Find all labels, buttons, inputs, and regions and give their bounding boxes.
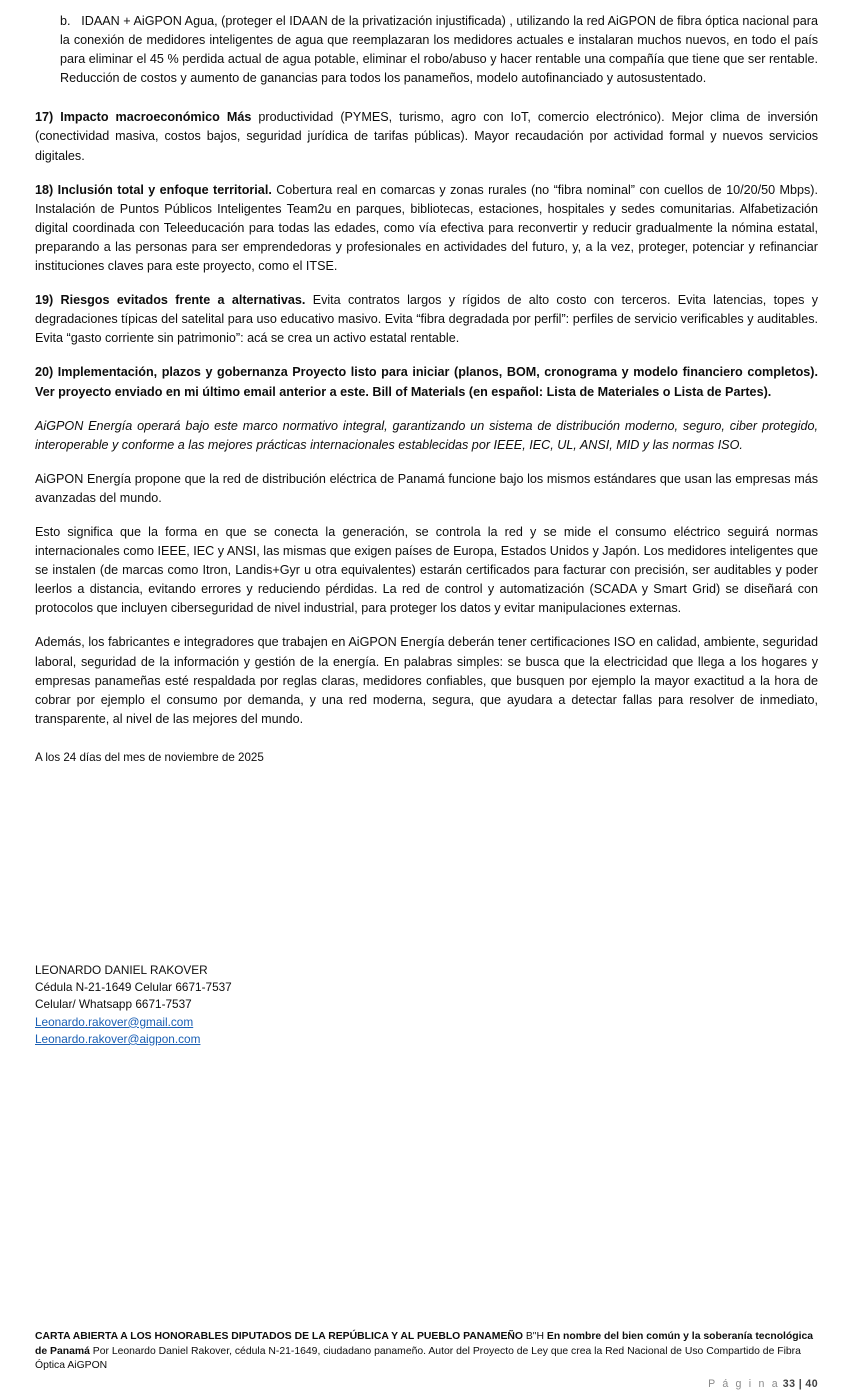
spacer bbox=[35, 166, 818, 181]
paragraph-item-19 bbox=[35, 291, 818, 348]
email-link-gmail[interactable]: Leonardo.rakover@gmail.com bbox=[35, 1014, 194, 1029]
item-17-text: productividad (PYMES, turismo, agro con IoT, comercio electrónico). Mejor clima de inversión (conectividad masiva, costos bajos, seguridad jurídica de tarifas públicas). Mayor recaudación por actividad formal y nuevos servicios digitales. bbox=[35, 110, 818, 163]
signature-name: LEONARDO DANIEL RAKOVER bbox=[35, 963, 208, 977]
signature-id-line: Cédula N-21-1649 Celular 6671-7537 bbox=[35, 980, 232, 995]
footer-bold-slogan: En nombre del bien común y la soberanía tecnológica de Panamá bbox=[35, 1331, 814, 1357]
spacer bbox=[35, 276, 818, 291]
document-body bbox=[35, 12, 818, 766]
signature-block bbox=[35, 962, 535, 1048]
paragraph-item-20: 20) Implementación, plazos y gobernanza Proyecto listo para iniciar (planos, BOM, cronograma y modelo financiero completos). Ver proyecto enviado en mi último email anterior a este. Bill of Materials (en español: Lista de Materiales o Lista de Partes). bbox=[35, 365, 818, 399]
item-17-heading: 17) Impacto macroeconómico Más bbox=[35, 110, 252, 125]
paragraph-item-17 bbox=[35, 108, 818, 165]
spacer bbox=[35, 402, 818, 417]
paragraph-item-18 bbox=[35, 181, 818, 276]
spacer bbox=[35, 618, 818, 633]
paragraph-propone: AiGPON Energía propone que la red de distribución eléctrica de Panamá funcione bajo los mismos estándares que usan las empresas más avanzadas del mundo. bbox=[35, 471, 818, 505]
sub-item-b-text: IDAAN + AiGPON Agua, (proteger el IDAAN de la privatización injustificada) , utilizando la red AiGPON de fibra óptica nacional para la conexión de medidores inteligentes de agua que reemplazaran los medidores actuales e instalaran muchos nuevos, en todo el país para eliminar el 45 % perdida actual de agua potable, eliminar el robo/abuso y hacer rentable una compañía que tiene que ser rentable. Reducción de costos y aumento de ganancias para todos los panameños, modelo autofinanciado y autosustentado. bbox=[60, 14, 819, 86]
footer-text bbox=[35, 1330, 818, 1374]
footer-author-text: Por Leonardo Daniel Rakover, cédula N-21-1649, ciudadano panameño. Autor del Proyecto de Ley que crea la Red Nacional de Uso Compartido de Fibra Óptica AiGPON bbox=[35, 1345, 801, 1371]
spacer bbox=[35, 729, 818, 749]
email-link-aigpon[interactable]: Leonardo.rakover@aigpon.com bbox=[35, 1031, 201, 1046]
footer-bold-title: CARTA ABIERTA A LOS HONORABLES DIPUTADOS DE LA REPÚBLICA Y AL PUEBLO PANAMEÑO bbox=[35, 1331, 523, 1342]
item-19-text: Evita contratos largos y rígidos de alto costo con terceros. Evita latencias, topes y degradaciones típicas del satelital para uso educativo masivo. Evita “fibra degradada por perfil”: perfiles de servicio verificables y auditables. Evita “gasto corriente sin patrimonio”: acá se crea un activo estatal rentable. bbox=[35, 293, 819, 346]
signature-phone-line: Celular/ Whatsapp 6671-7537 bbox=[35, 997, 192, 1012]
item-18-text: Cobertura real en comarcas y zonas rurales (no “fibra nominal” con cuellos de 10/20/50 Mbps). Instalación de Puntos Públicos Inteligentes Team2u en parques, bibliotecas, estaciones, hospitales y sedes comunitarias. Alfabetización digital coordinada con Teleeducación para todas las edades, como vía efectiva para reconvertir y reducir gradualmente la nómina estatal, preparando a las personas para ser emprendedoras y profesionales en actividades del futuro, y, a la vez, proteger, potenciar y refinanciar instituciones claves para este proyecto, como el ITSE. bbox=[35, 182, 818, 274]
paragraph-sub-item-b bbox=[60, 12, 818, 88]
spacer bbox=[35, 455, 818, 470]
paragraph-marco-normativo: AiGPON Energía operará bajo este marco normativo integral, garantizando un sistema de distribución moderno, seguro, ciber protegido, interoperable y conforme a las mejores prácticas internacionales establecidas por IEEE, IEC, UL, ANSI, MID y las normas ISO. bbox=[35, 418, 818, 452]
footer-bh-mark: B"H bbox=[522, 1331, 547, 1342]
spacer bbox=[35, 88, 818, 108]
page-number bbox=[35, 1378, 818, 1390]
spacer bbox=[35, 348, 818, 363]
list-marker-b: b. bbox=[60, 14, 71, 28]
item-18-heading: 18) Inclusión total y enfoque territorial. bbox=[35, 182, 272, 197]
page-number-value: 33 | 40 bbox=[782, 1377, 818, 1390]
date-line: A los 24 días del mes de noviembre de 2025 bbox=[35, 750, 264, 764]
paragraph-esto-significa: Esto significa que la forma en que se conecta la generación, se controla la red y se mide el consumo eléctrico seguirá normas internacionales como IEEE, IEC y ANSI, las mismas que exigen países de Europa, Estados Unidos y Japón. Los medidores inteligentes que se instalen (de marcas como Itron, Landis+Gyr u otra equivalentes) estarán certificados para facturar con precisión, ser auditables y poder leerlos a distancia, evitando errores y reduciendo pérdidas. La red de control y automatización (SCADA y Smart Grid) se diseñará con protocolos que incluyen ciberseguridad de nivel industrial, para proteger los datos y evitar manipulaciones externas. bbox=[35, 524, 818, 616]
item-19-heading: 19) Riesgos evitados frente a alternativas. bbox=[35, 293, 306, 308]
paragraph-ademas: Además, los fabricantes e integradores que trabajen en AiGPON Energía deberán tener certificaciones ISO en calidad, ambiente, seguridad laboral, seguridad de la información y gestión de la energía. En palabras simples: se busca que la electricidad que llega a los hogares y empresas panameñas esté respaldada por reglas claras, medidores confiables, que busquen por ejemplo la mayor exactitud a la hora de cobrar por ejemplo el consumo por demanda, y una red moderna, segura, que ayudara a detectar fallas para resolver de inmediato, transparente, al nivel de las mejores del mundo. bbox=[35, 635, 818, 726]
page-number-label: P á g i n a bbox=[708, 1377, 780, 1390]
spacer bbox=[35, 508, 818, 523]
page-footer bbox=[35, 1330, 818, 1390]
